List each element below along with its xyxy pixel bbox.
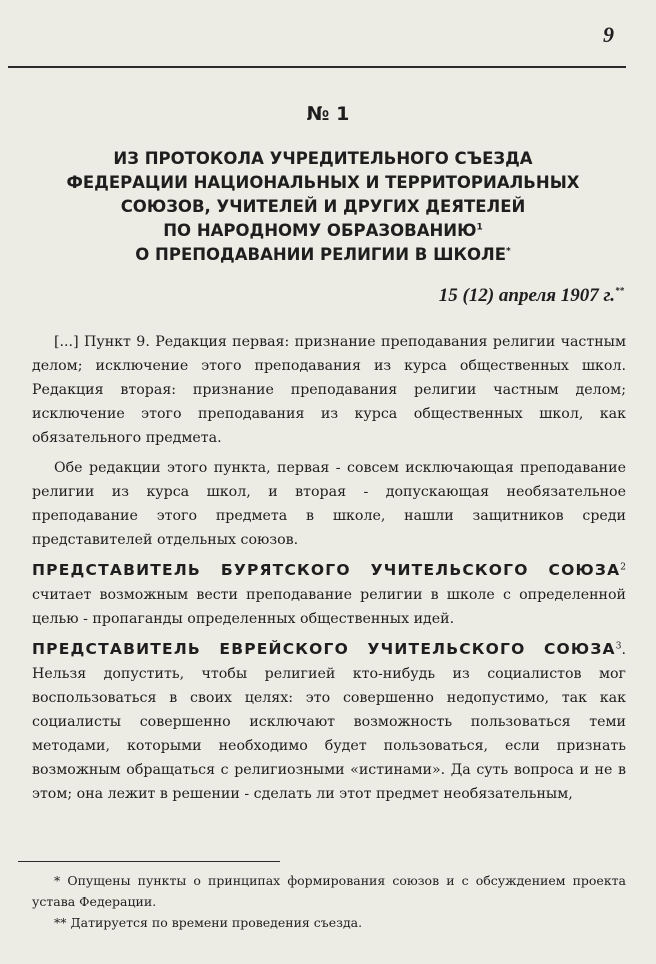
paragraph: Обе редакции этого пункта, первая - совсем исключающая преподавание религии из курса школ, и вторая - допускающая необязательное преподавание этого предмета в школе, нашли защитников среди представителей отдельных союзов.	[32, 460, 626, 548]
page-number: 9	[603, 22, 614, 47]
paragraph: [...] Пункт 9. Редакция первая: признание преподавания религии частным делом; исключение этого преподавания из курса общественных школ. Редакция вторая: признание преподавания религии частным делом; исключение этого преподавания из курса общественных школ, как обязательного предмета.	[32, 334, 626, 446]
footnote-ref: **	[615, 285, 624, 296]
paragraph: ПРЕДСТАВИТЕЛЬ ЕВРЕЙСКОГО УЧИТЕЛЬСКОГО СОЮЗА$^3$. Нельзя допустить, чтобы религией кто-нибудь из социалистов мог воспользоваться в своих целях: это совершенно недопустимо, так как социалисты совершенно исключают возможность пользоваться теми методами, которыми необходимо будет пользоваться, если признать возможным обращаться с религиозными «истинами». Да суть вопроса и не в этом; она лежит в решении - сделать ли этот предмет необязательным,	[32, 640, 626, 802]
speaker-name: ПРЕДСТАВИТЕЛЬ БУРЯТСКОГО УЧИТЕЛЬСКОГО СОЮЗА	[32, 561, 621, 579]
footnote-rule	[18, 861, 280, 862]
footnote: * Опущены пункты о принципах формирования союзов и с обсуждением проекта устава Федерации.	[32, 873, 626, 909]
footnote-ref: *	[506, 246, 511, 257]
body-text	[32, 330, 626, 806]
title-line: ФЕДЕРАЦИИ НАЦИОНАЛЬНЫХ И ТЕРРИТОРИАЛЬНЫХ	[66, 173, 580, 192]
footnotes	[32, 870, 626, 933]
document-number: № 1	[306, 103, 350, 125]
paragraph: ПРЕДСТАВИТЕЛЬ БУРЯТСКОГО УЧИТЕЛЬСКОГО СОЮЗА$^2$ считает возможным вести преподавание религии в школе с определенной целью - пропаганды определенных общественных идей.	[32, 561, 626, 627]
header-rule	[8, 66, 626, 68]
title-line: СОЮЗОВ, УЧИТЕЛЕЙ И ДРУГИХ ДЕЯТЕЛЕЙ	[120, 197, 526, 216]
title-line: О ПРЕПОДАВАНИИ РЕЛИГИИ В ШКОЛЕ*	[135, 245, 511, 264]
title-line: ПО НАРОДНОМУ ОБРАЗОВАНИЮ$^1$	[163, 221, 483, 240]
footnote-ref: 1	[476, 222, 483, 233]
footnote: ** Датируется по времени проведения съезда.	[54, 915, 363, 930]
title-line: ИЗ ПРОТОКОЛА УЧРЕДИТЕЛЬНОГО СЪЕЗДА	[113, 149, 533, 168]
footnote-ref: 3	[615, 641, 622, 652]
footnote-ref: 2	[620, 562, 626, 573]
speaker-name: ПРЕДСТАВИТЕЛЬ ЕВРЕЙСКОГО УЧИТЕЛЬСКОГО СОЮЗА	[32, 640, 616, 658]
document-date: 15 (12) апреля 1907 г.**	[438, 285, 624, 306]
document-title	[20, 147, 626, 267]
